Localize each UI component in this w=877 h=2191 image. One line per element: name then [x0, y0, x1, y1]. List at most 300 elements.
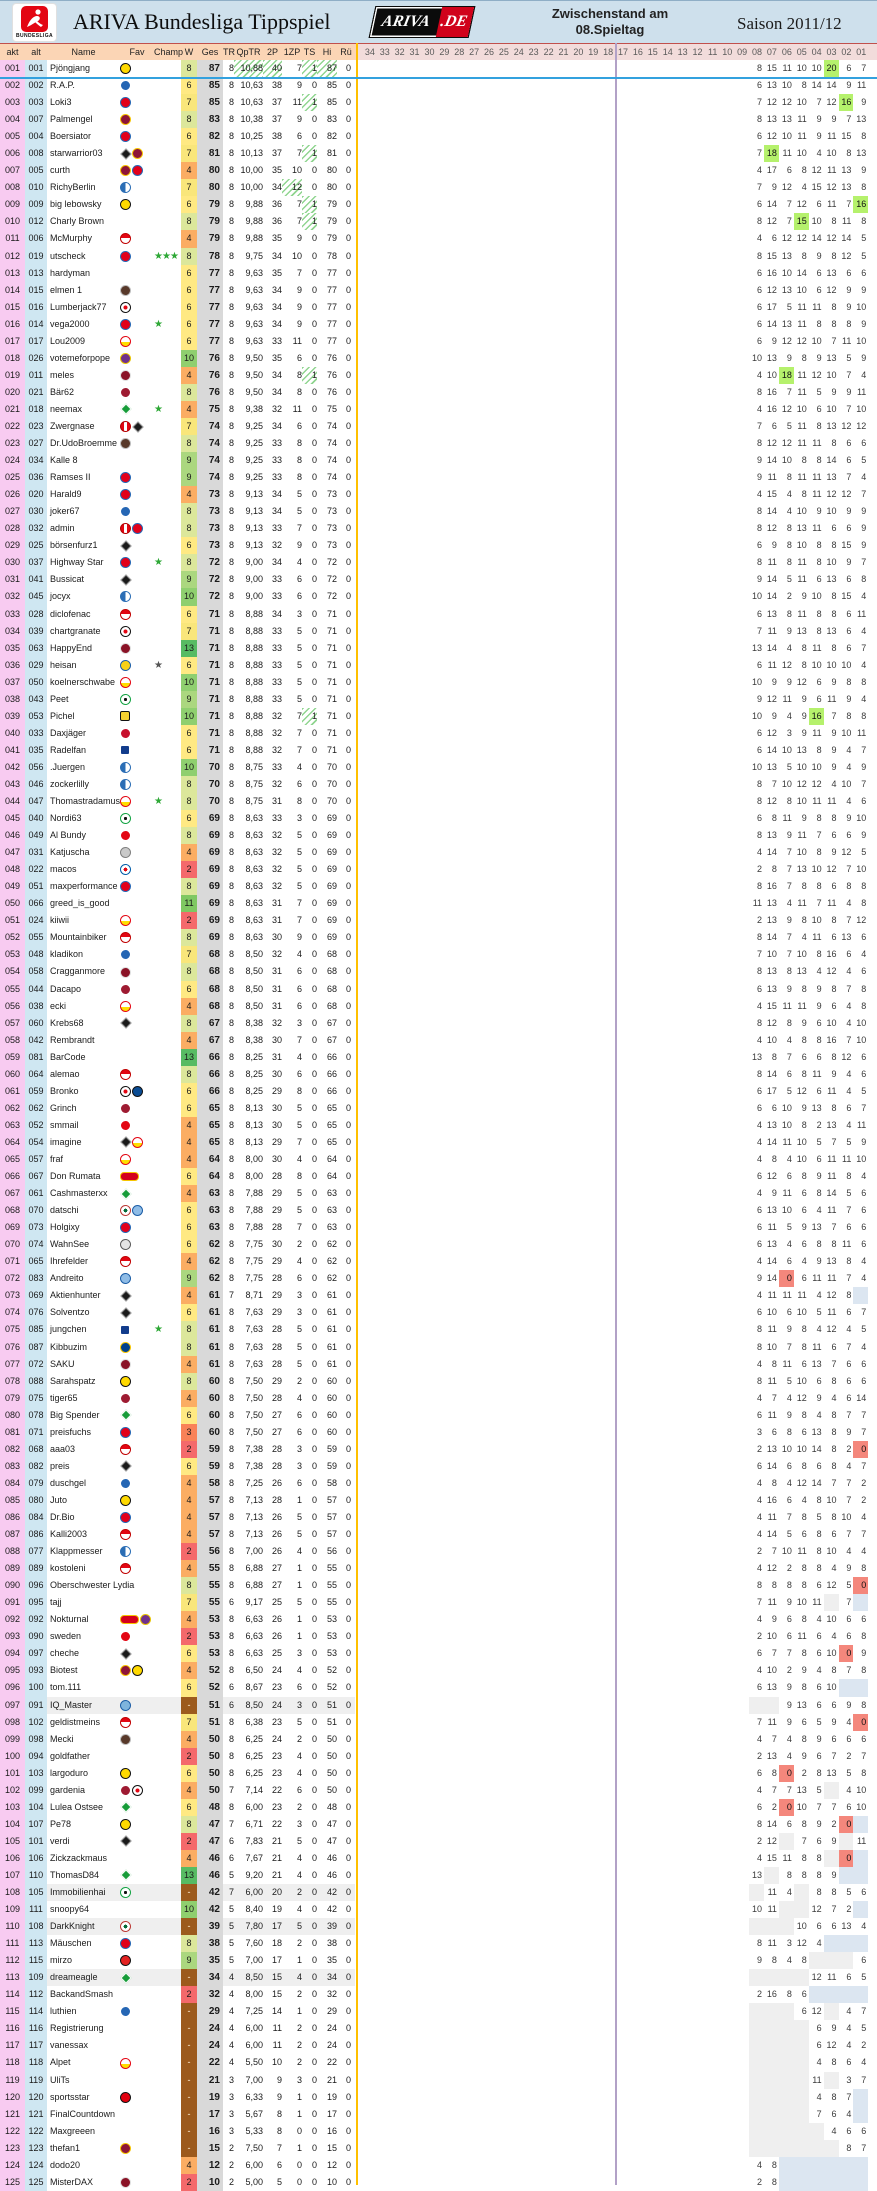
matchday-score-cell — [407, 1407, 422, 1424]
rounds-played: 8 — [228, 1494, 234, 1505]
one-point-count: 5 — [296, 642, 302, 653]
two-point-count: 28 — [271, 1324, 282, 1335]
matchday-score-cell — [392, 1441, 407, 1458]
matchday-score-cell — [466, 418, 481, 435]
second-half-points: 0 — [345, 1580, 351, 1591]
matchday-score-cell: 11 — [842, 335, 852, 346]
matchday-score-cell: 0 — [779, 1270, 794, 1287]
matchday-score-cell: 8 — [831, 1460, 837, 1471]
two-point-count: 32 — [271, 949, 282, 960]
second-half-points: 0 — [345, 1205, 351, 1216]
matchday-score-cell — [615, 213, 630, 230]
matchday-score-cell — [407, 367, 422, 384]
matchday-score-cell — [466, 1373, 481, 1390]
matchday-score-cell — [451, 384, 466, 401]
wins-cell: 6 — [181, 265, 197, 282]
matchday-score-cell — [407, 1339, 422, 1356]
player-name: hardyman — [50, 267, 91, 278]
matchday-score-cell — [392, 691, 407, 708]
matchday-score-cell — [526, 1339, 541, 1356]
club-badge-m1860 — [132, 1205, 143, 1216]
fav-badges — [120, 469, 154, 486]
matchday-score-cell: 9 — [801, 693, 807, 704]
matchday-score-cell — [660, 1015, 675, 1032]
wins-cell: 6 — [181, 333, 197, 350]
matchday-score-cell: 8 — [831, 1665, 837, 1676]
matchday-score-cell — [422, 1611, 437, 1628]
matchday-score-cell — [704, 196, 719, 213]
matchday-score-cell — [526, 640, 541, 657]
matchday-score-cell — [436, 77, 451, 94]
matchday-score-cell — [362, 1134, 377, 1151]
player-name: neemax — [50, 403, 83, 414]
matchday-score-cell — [734, 1253, 749, 1270]
matchday-score-cell: 6 — [846, 1307, 852, 1318]
fav-badges — [120, 1390, 154, 1407]
total-points: 64 — [197, 1168, 223, 1185]
second-half-points: 0 — [345, 864, 351, 875]
matchday-score-cell: 14 — [811, 1443, 822, 1454]
second-half-points: 0 — [345, 1188, 351, 1199]
two-point-count: 34 — [271, 420, 282, 431]
matchday-score-cell — [481, 469, 496, 486]
champ-stars — [154, 963, 181, 980]
matchday-score-cell — [451, 248, 466, 265]
matchday-score-cell — [734, 384, 749, 401]
first-half-points: 72 — [326, 591, 337, 602]
matchday-score-cell — [407, 946, 422, 963]
matchday-score-cell — [496, 1697, 511, 1714]
matchday-score-cell — [451, 1236, 466, 1253]
matchday-score-cell: 15 — [811, 182, 822, 193]
wins-cell: 2 — [181, 1543, 197, 1560]
first-half-points: 80 — [326, 182, 337, 193]
avg-points: 8,88 — [245, 676, 263, 687]
player-name: aaa03 — [50, 1443, 76, 1454]
matchday-score-cell: 12 — [796, 1392, 807, 1403]
one-point-count: 1 — [296, 1631, 302, 1642]
club-badge-fca — [120, 1205, 131, 1216]
avg-points: 7,13 — [245, 1511, 263, 1522]
table-row — [0, 1390, 877, 1407]
two-point-count: 37 — [271, 148, 282, 159]
matchday-score-cell — [690, 486, 705, 503]
topscore-count: 0 — [311, 915, 317, 926]
rank-current: 046 — [0, 827, 25, 844]
matchday-score-cell — [645, 1151, 660, 1168]
matchday-score-cell: 8 — [801, 1460, 807, 1471]
table-row — [0, 282, 877, 299]
one-point-count: 6 — [296, 1477, 302, 1488]
matchday-score-cell — [660, 1185, 675, 1202]
matchday-score-cell: 14 — [766, 1460, 777, 1471]
matchday-score-cell: 8 — [757, 506, 763, 517]
matchday-score-cell — [362, 827, 377, 844]
matchday-score-cell — [541, 895, 556, 912]
wins-cell: 4 — [181, 1134, 197, 1151]
matchday-score-cell: 13 — [766, 1205, 777, 1216]
matchday-score-cell — [585, 1339, 600, 1356]
rank-current: 085 — [0, 1492, 25, 1509]
matchday-score-cell — [615, 810, 630, 827]
matchday-score-cell — [734, 776, 749, 793]
matchday-score-cell: 8 — [831, 1443, 837, 1454]
table-row — [0, 1202, 877, 1219]
matchday-score-cell — [451, 554, 466, 571]
matchday-score-cell: 4 — [846, 1119, 852, 1130]
two-point-count: 32 — [271, 778, 282, 789]
matchday-score-cell: 6 — [757, 199, 763, 210]
matchday-score-cell — [660, 1083, 675, 1100]
club-badge-h96 — [120, 813, 131, 824]
matchday-score-cell: 8 — [801, 352, 807, 363]
matchday-score-cell — [645, 640, 660, 657]
matchday-score-cell — [675, 213, 690, 230]
second-half-points: 0 — [345, 881, 351, 892]
matchday-score-cell — [377, 1304, 392, 1321]
matchday-score-cell — [630, 435, 645, 452]
matchday-score-cell: 12 — [766, 1017, 777, 1028]
wins-cell: 6 — [181, 537, 197, 554]
avg-points: 9,00 — [245, 591, 263, 602]
matchday-score-cell — [675, 554, 690, 571]
matchday-score-cell — [466, 1475, 481, 1492]
second-half-points: 0 — [345, 352, 351, 363]
matchday-score-cell — [585, 640, 600, 657]
matchday-score-cell — [570, 691, 585, 708]
matchday-score-cell — [496, 946, 511, 963]
matchday-score-cell — [481, 1168, 496, 1185]
first-half-points: 77 — [326, 335, 337, 346]
matchday-score-cell — [600, 1509, 615, 1526]
rank-current: 091 — [0, 1594, 25, 1611]
matchday-score-cell — [451, 1458, 466, 1475]
matchday-score-cell — [645, 1270, 660, 1287]
matchday-score-cell — [690, 606, 705, 623]
matchday-score-cell — [615, 384, 630, 401]
topscore-count: 0 — [311, 1188, 317, 1199]
matchday-score-cell: 6 — [861, 932, 867, 943]
matchday-score-cell — [526, 1083, 541, 1100]
matchday-score-cell: 11 — [827, 1307, 837, 1318]
matchday-score-cell — [556, 861, 571, 878]
two-point-count: 34 — [271, 489, 282, 500]
matchday-score-cell — [377, 878, 392, 895]
matchday-score-cell — [526, 282, 541, 299]
matchday-score-cell — [407, 435, 422, 452]
champ-stars — [154, 350, 181, 367]
matchday-score-cell — [436, 1321, 451, 1338]
matchday-score-cell — [392, 299, 407, 316]
rounds-played: 8 — [228, 250, 234, 261]
matchday-score-cell — [704, 1407, 719, 1424]
matchday-score-cell — [436, 1697, 451, 1714]
matchday-score-cell — [853, 1594, 868, 1611]
matchday-score-cell: 9 — [816, 250, 822, 261]
matchday-score-cell: 10 — [796, 1443, 807, 1454]
rank-previous: 057 — [25, 1151, 47, 1168]
matchday-score-cell — [466, 469, 481, 486]
matchday-score-cell — [690, 213, 705, 230]
matchday-score-cell — [511, 1662, 526, 1679]
matchday-score-cell — [645, 998, 660, 1015]
matchday-score-cell — [496, 94, 511, 111]
matchday-score-cell — [615, 861, 630, 878]
total-points: 69 — [197, 861, 223, 878]
rank-current: 030 — [0, 554, 25, 571]
club-badge-fcn — [120, 387, 131, 398]
club-badge-her — [120, 779, 131, 790]
matchday-score-cell: 7 — [757, 97, 763, 108]
matchday-score-cell — [407, 230, 422, 247]
matchday-score-cell — [719, 929, 734, 946]
matchday-score-cell — [362, 657, 377, 674]
matchday-score-cell: 8 — [786, 557, 792, 568]
matchday-score-cell — [600, 1270, 615, 1287]
matchday-score-cell — [585, 725, 600, 742]
matchday-score-cell: 6 — [757, 727, 763, 738]
matchday-score-cell — [481, 998, 496, 1015]
first-half-points: 63 — [326, 1188, 337, 1199]
avg-points: 9,63 — [245, 318, 263, 329]
matchday-score-cell — [541, 998, 556, 1015]
matchday-score-cell — [675, 691, 690, 708]
topscore-count: 0 — [311, 420, 317, 431]
matchday-score-cell: 10 — [811, 915, 822, 926]
first-half-points: 57 — [326, 1511, 337, 1522]
matchday-score-cell — [660, 1236, 675, 1253]
topscore-count: 0 — [311, 489, 317, 500]
matchday-score-cell — [362, 1236, 377, 1253]
matchday-score-cell — [436, 708, 451, 725]
matchday-score-cell — [436, 1100, 451, 1117]
matchday-score-cell: 11 — [856, 80, 867, 91]
matchday-score-cell — [556, 230, 571, 247]
matchday-score-cell — [600, 861, 615, 878]
first-half-points: 57 — [326, 1529, 337, 1540]
matchday-score-cell — [630, 248, 645, 265]
matchday-score-cell — [541, 708, 556, 725]
club-badge-vfb — [120, 336, 131, 347]
matchday-score-cell — [556, 793, 571, 810]
matchday-score-cell — [719, 1611, 734, 1628]
matchday-score-cell: 9 — [786, 1324, 792, 1335]
matchday-score-cell — [362, 1032, 377, 1049]
player-name: Al Bundy — [50, 830, 87, 841]
matchday-score-cell — [570, 418, 585, 435]
matchday-score-cell: 11 — [797, 574, 807, 585]
matchday-score-cell — [600, 1543, 615, 1560]
matchday-score-cell — [645, 1032, 660, 1049]
matchday-score-cell — [541, 1339, 556, 1356]
matchday-score-cell — [704, 946, 719, 963]
matchday-score-cell — [570, 1407, 585, 1424]
matchday-score-cell: 10 — [766, 949, 777, 960]
club-badge-ebs — [120, 660, 131, 671]
rounds-played: 8 — [228, 1222, 234, 1233]
matchday-score-cell — [392, 316, 407, 333]
matchday-score-cell — [526, 554, 541, 571]
rank-previous: 074 — [25, 1236, 47, 1253]
matchday-score-cell — [451, 1321, 466, 1338]
matchday-score-cell — [392, 912, 407, 929]
matchday-score-cell: 10 — [766, 1631, 777, 1642]
matchday-score-cell: 7 — [786, 386, 792, 397]
matchday-score-cell — [496, 1100, 511, 1117]
matchday-score-cell — [719, 1339, 734, 1356]
matchday-score-cell: 10 — [766, 1341, 777, 1352]
matchday-score-cell — [362, 128, 377, 145]
first-half-points: 71 — [326, 676, 337, 687]
matchday-score-cell: 7 — [846, 114, 852, 125]
wins-cell: 6 — [181, 981, 197, 998]
champ-stars — [154, 486, 181, 503]
matchday-score-cell — [526, 435, 541, 452]
matchday-score-cell: 6 — [846, 523, 852, 534]
matchday-score-cell — [645, 401, 660, 418]
matchday-score-cell — [719, 1015, 734, 1032]
matchday-score-cell: 10 — [856, 864, 867, 875]
matchday-score-cell — [392, 1236, 407, 1253]
matchday-score-cell — [466, 1407, 481, 1424]
matchday-score-cell — [422, 435, 437, 452]
matchday-score-cell: 7 — [861, 1307, 867, 1318]
topscore-count: 0 — [311, 472, 317, 483]
matchday-score-cell — [645, 1168, 660, 1185]
matchday-score-cell — [362, 1509, 377, 1526]
topscore-count: 0 — [311, 1682, 317, 1693]
matchday-score-cell — [392, 1151, 407, 1168]
matchday-score-cell — [704, 793, 719, 810]
matchday-score-cell — [645, 1202, 660, 1219]
matchday-score-cell — [704, 1032, 719, 1049]
matchday-score-cell — [645, 759, 660, 776]
matchday-score-cell — [645, 1049, 660, 1066]
matchday-score-cell — [451, 1356, 466, 1373]
matchday-score-cell: 8 — [757, 386, 763, 397]
matchday-score-cell: 6 — [757, 335, 763, 346]
rank-previous: 073 — [25, 1219, 47, 1236]
matchday-score-cell — [496, 1492, 511, 1509]
rounds-played: 8 — [228, 438, 234, 449]
rank-previous: 054 — [25, 1134, 47, 1151]
matchday-score-cell — [511, 1390, 526, 1407]
rounds-played: 7 — [228, 1290, 234, 1301]
matchday-score-cell — [734, 1475, 749, 1492]
matchday-score-cell: 4 — [831, 1392, 837, 1403]
player-name: datschi — [50, 1205, 79, 1216]
fav-badges — [120, 537, 154, 554]
avg-points: 8,50 — [245, 966, 263, 977]
matchday-score-cell — [377, 1390, 392, 1407]
matchday-score-cell — [734, 1321, 749, 1338]
matchday-score-cell — [436, 537, 451, 554]
matchday-score-cell — [362, 861, 377, 878]
matchday-score-cell — [675, 1185, 690, 1202]
matchday-score-cell — [645, 895, 660, 912]
matchday-score-cell — [481, 162, 496, 179]
matchday-score-cell — [392, 333, 407, 350]
first-half-points: 60 — [326, 1392, 337, 1403]
matchday-score-cell — [466, 674, 481, 691]
matchday-score-cell — [556, 1407, 571, 1424]
matchday-score-cell — [407, 1509, 422, 1526]
matchday-score-cell — [630, 60, 645, 77]
fav-badges — [120, 1185, 154, 1202]
rank-current: 078 — [0, 1373, 25, 1390]
champ-stars — [154, 929, 181, 946]
matchday-score-cell — [526, 1441, 541, 1458]
matchday-score-cell: 10 — [781, 1205, 792, 1216]
matchday-score-cell: 10 — [856, 403, 867, 414]
wins-cell: 8 — [181, 435, 197, 452]
matchday-score-cell: 10 — [796, 949, 807, 960]
rank-current: 017 — [0, 333, 25, 350]
matchday-score-cell — [719, 1577, 734, 1594]
matchday-score-cell: 10 — [826, 1614, 837, 1625]
matchday-score-cell — [570, 1049, 585, 1066]
one-point-count: 6 — [296, 574, 302, 585]
matchday-score-cell: 0 — [853, 1441, 868, 1458]
matchday-score-cell: 12 — [781, 335, 792, 346]
matchday-score-cell: 5 — [861, 250, 867, 261]
matchday-score-cell — [466, 1645, 481, 1662]
matchday-score-cell — [377, 640, 392, 657]
matchday-score-cell — [481, 861, 496, 878]
matchday-score-cell — [660, 571, 675, 588]
matchday-score-cell — [690, 827, 705, 844]
wins-cell: 10 — [181, 759, 197, 776]
matchday-score-cell — [526, 776, 541, 793]
avg-points: 7,00 — [245, 1546, 263, 1557]
matchday-score-cell: 8 — [861, 898, 867, 909]
matchday-score-cell — [630, 861, 645, 878]
avg-points: 9,88 — [245, 233, 263, 244]
matchday-score-cell — [630, 1373, 645, 1390]
rank-current: 038 — [0, 691, 25, 708]
column-headers-left — [0, 44, 358, 60]
fav-badges — [120, 1083, 154, 1100]
fav-badges — [120, 844, 154, 861]
matchday-score-cell — [645, 1441, 660, 1458]
matchday-score-cell — [466, 77, 481, 94]
matchday-score-cell — [660, 316, 675, 333]
fav-badges — [120, 1679, 154, 1696]
matchday-score-cell — [407, 316, 422, 333]
matchday-score-cell — [719, 827, 734, 844]
matchday-score-cell — [704, 1168, 719, 1185]
matchday-score-cell: 6 — [757, 318, 763, 329]
matchday-score-cell — [585, 265, 600, 282]
matchday-score-cell — [466, 571, 481, 588]
table-row — [0, 878, 877, 895]
matchday-score-cell: 9 — [771, 540, 777, 551]
matchday-score-cell — [630, 827, 645, 844]
club-badge-bmg — [132, 421, 143, 432]
total-points: 67 — [197, 1032, 223, 1049]
matchday-score-cell: 9 — [771, 676, 777, 687]
matchday-score-cell — [615, 554, 630, 571]
matchday-score-cell — [541, 469, 556, 486]
matchday-score-cell — [422, 861, 437, 878]
table-row — [0, 1628, 877, 1645]
matchday-score-cell — [481, 1407, 496, 1424]
matchday-score-cell: 6 — [816, 1017, 822, 1028]
rank-previous: 022 — [25, 861, 47, 878]
champ-stars — [154, 981, 181, 998]
matchday-score-cell — [585, 1168, 600, 1185]
matchday-score-cell — [630, 1662, 645, 1679]
